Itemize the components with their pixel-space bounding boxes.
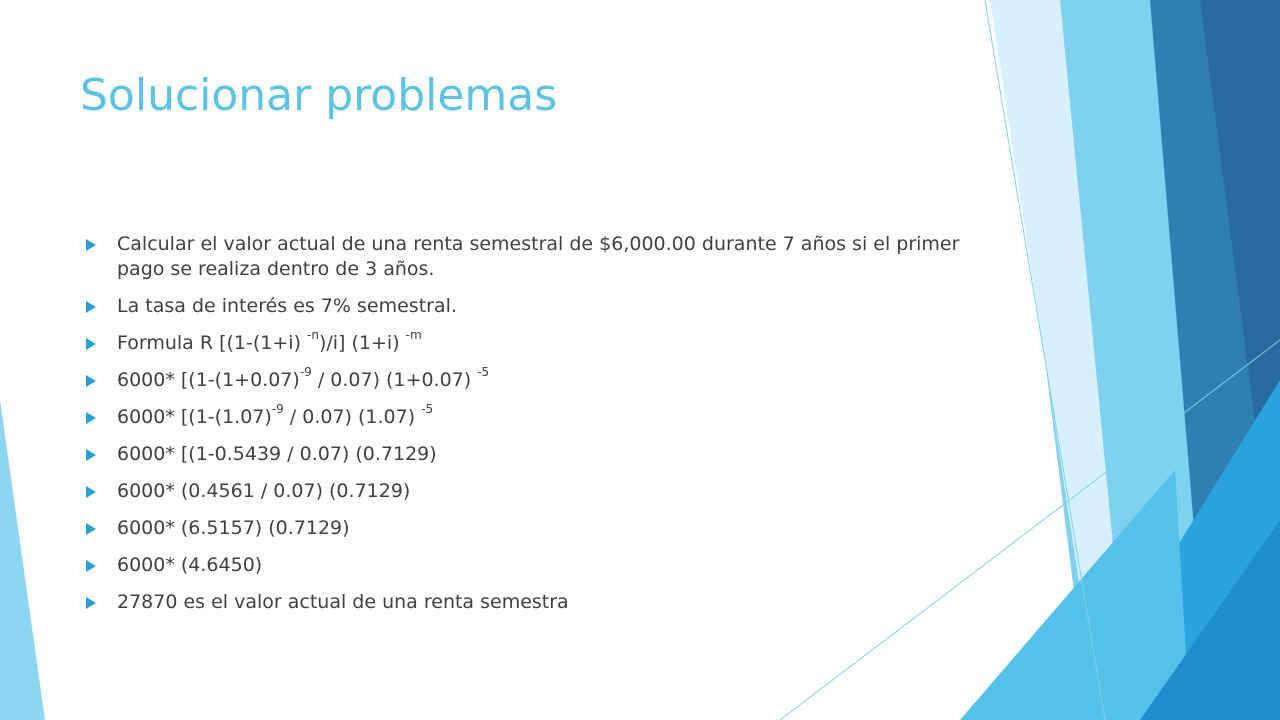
bullet-superscript: -m [405,327,422,342]
bullet-item [80,401,960,430]
bullet-text-segment: / 0.07) (1+0.07) [311,369,478,391]
bullet-list [80,232,960,627]
bullet-item [80,516,960,541]
triangle-arrow-icon [86,338,96,350]
bullet-text-segment: Formula R [(1-(1+i) [117,332,308,354]
bullet-text-segment: )/i] (1+i) [318,332,406,354]
bullet-item [80,327,960,356]
bullet-superscript: -5 [477,364,490,379]
bullet-superscript: -9 [299,364,312,379]
bullet-text [117,295,457,317]
triangle-arrow-icon [86,523,96,535]
bullet-text [117,364,490,391]
bullet-text [117,443,437,465]
bullet-text [117,401,434,428]
bullet-text-segment: 6000* [(1-(1.07) [117,406,272,428]
bullet-text [117,327,422,354]
bullet-text-segment: 6000* (4.6450) [117,554,263,576]
bullet-item [80,442,960,467]
bullet-text-segment: 27870 es el valor actual de una renta semestra [117,591,569,613]
triangle-arrow-icon [86,412,96,424]
slide-title: Solucionar problemas [80,70,558,121]
bullet-item [80,590,960,615]
bullet-text-segment: 6000* (6.5157) (0.7129) [117,517,350,539]
bullet-text [117,233,959,280]
bullet-text [117,591,569,613]
bullet-text-segment: La tasa de interés es 7% semestral. [117,295,457,317]
bullet-item [80,479,960,504]
bullet-superscript: -9 [271,401,284,416]
triangle-arrow-icon [86,301,96,313]
bullet-item [80,364,960,393]
left-wedge-shape [0,400,45,720]
bullet-text [117,554,262,576]
bullet-text-segment: / 0.07) (1.07) [283,406,422,428]
bullet-text-segment: 6000* [(1-(1+0.07) [117,369,300,391]
bullet-item [80,232,960,282]
triangle-arrow-icon [86,449,96,461]
bullet-item [80,294,960,319]
bullet-text [117,480,410,502]
triangle-arrow-icon [86,486,96,498]
bullet-superscript: -n [307,327,319,342]
bullet-text-segment: 6000* (0.4561 / 0.07) (0.7129) [117,480,411,502]
triangle-arrow-icon [86,239,96,251]
bullet-text-segment: Calcular el valor actual de una renta semestral de $6,000.00 durante 7 años si el primer pago se realiza dentro de 3 años. [117,233,960,280]
bullet-superscript: -5 [421,401,434,416]
triangle-arrow-icon [86,560,96,572]
triangle-arrow-icon [86,597,96,609]
triangle-arrow-icon [86,375,96,387]
bullet-text [117,517,350,539]
bullet-text-segment: 6000* [(1-0.5439 / 0.07) (0.7129) [117,443,437,465]
bullet-item [80,553,960,578]
